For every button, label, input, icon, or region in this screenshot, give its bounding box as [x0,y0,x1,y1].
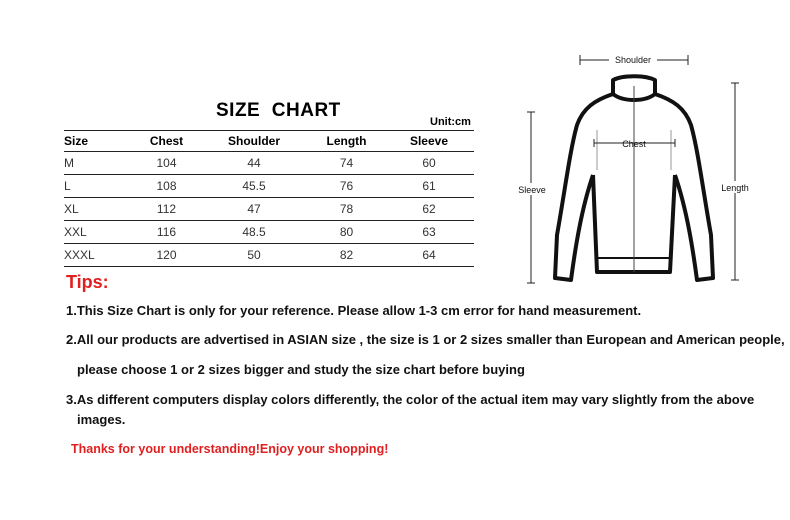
size-table [64,130,474,267]
cell-chest: 120 [134,244,199,267]
jacket-measurement-diagram [505,50,765,285]
unit-label: Unit:cm [430,116,471,128]
header-sleeve: Sleeve [384,131,474,152]
table-row [64,198,474,221]
tip-line-3a: 3.As different computers display colors differently, the color of the actual item may vary slightly from the above [66,392,755,407]
cell-size: M [64,152,134,175]
cell-size: XXXL [64,244,134,267]
table-header-row [64,131,474,152]
cell-shoulder: 48.5 [199,221,309,244]
cell-shoulder: 47 [199,198,309,221]
cell-sleeve: 61 [384,175,474,198]
tip-line-1: 1.This Size Chart is only for your reference. Please allow 1-3 cm error for hand measurement. [66,303,642,318]
cell-length: 82 [309,244,384,267]
cell-sleeve: 62 [384,198,474,221]
cell-length: 78 [309,198,384,221]
size-chart-title: SIZE CHART [216,100,341,121]
header-shoulder: Shoulder [199,131,309,152]
table-row [64,175,474,198]
cell-size: L [64,175,134,198]
cell-size: XL [64,198,134,221]
header-length: Length [309,131,384,152]
sleeve-measure-line [527,112,535,283]
cell-sleeve: 63 [384,221,474,244]
cell-size: XXL [64,221,134,244]
cell-sleeve: 60 [384,152,474,175]
cell-sleeve: 64 [384,244,474,267]
header-size: Size [64,131,134,152]
cell-chest: 108 [134,175,199,198]
cell-chest: 112 [134,198,199,221]
cell-chest: 104 [134,152,199,175]
table-row [64,152,474,175]
thanks-message: Thanks for your understanding!Enjoy your shopping! [71,442,389,456]
tip-line-3b: images. [77,412,126,427]
sleeve-label: Sleeve [518,185,546,195]
cell-shoulder: 50 [199,244,309,267]
cell-length: 74 [309,152,384,175]
cell-shoulder: 45.5 [199,175,309,198]
tip-line-2b: please choose 1 or 2 sizes bigger and study the size chart before buying [77,362,525,377]
table-row [64,221,474,244]
tip-line-2a: 2.All our products are advertised in ASIAN size , the size is 1 or 2 sizes smaller than European and American people, [66,332,785,347]
shoulder-label: Shoulder [614,55,652,65]
chest-label: Chest [622,139,646,149]
cell-length: 80 [309,221,384,244]
table-row [64,244,474,267]
header-chest: Chest [134,131,199,152]
cell-chest: 116 [134,221,199,244]
cell-length: 76 [309,175,384,198]
length-label: Length [721,183,749,193]
tips-heading: Tips: [66,272,109,292]
cell-shoulder: 44 [199,152,309,175]
